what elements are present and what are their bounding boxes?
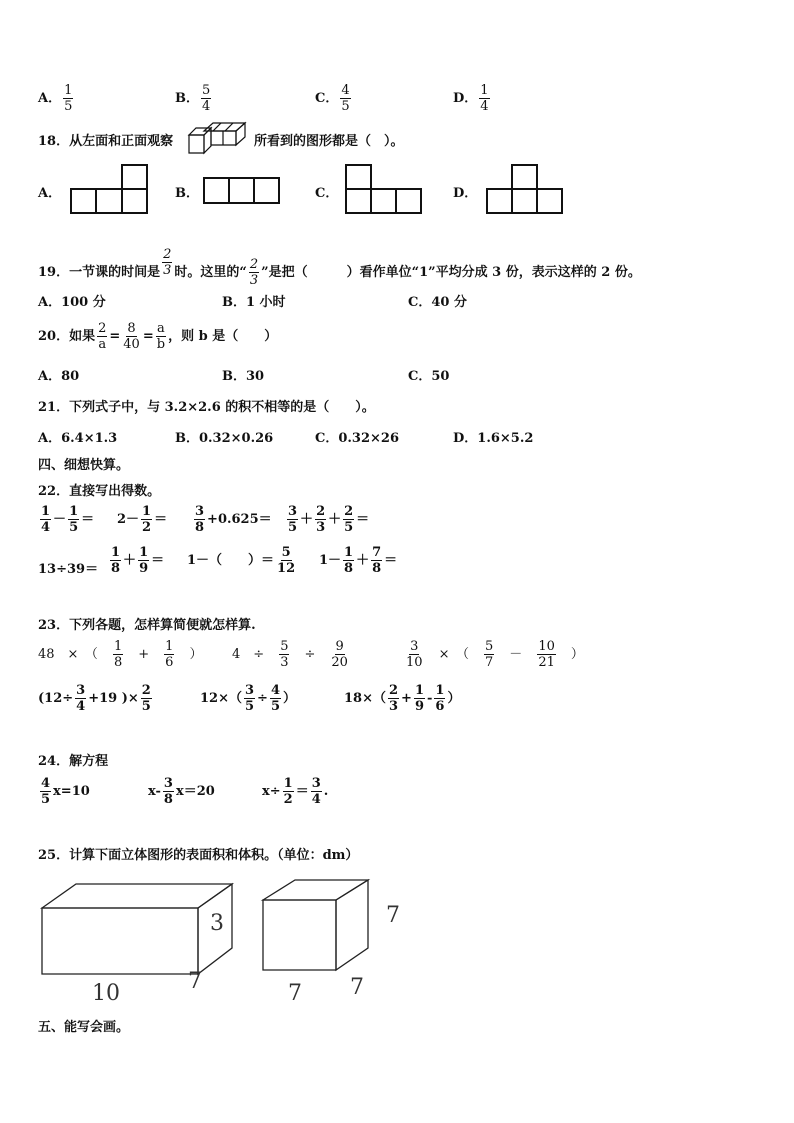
q21-option-d: D．1.6×5.2 (453, 431, 534, 446)
q22-expr-7: 1－（ ）＝ $\frac{5}{12}$ (187, 545, 296, 576)
q24-equation-2: x- $\frac{3}{8}$ x＝20 (148, 776, 215, 807)
q23-expr-2: 4 ÷ $\frac{5}{3}$ ÷ $\frac{9}{20}$ (232, 639, 348, 670)
q23-expr-1: 48 × （ $\frac{1}{8}$ + $\frac{1}{6}$ ） (38, 639, 203, 670)
q24-equation-3: x÷ $\frac{1}{2}$ ＝ $\frac{3}{4}$ . (262, 776, 329, 807)
q23-expr-6: 18×（ $\frac{2}{3}$ + $\frac{1}{9}$ - $\frac{1}{6}$ ） (344, 683, 461, 714)
cube-front-face (263, 900, 336, 970)
cube-height-label: 7 (386, 903, 400, 928)
q21-option-a: A．6.4×1.3 (38, 431, 118, 446)
q23-expr-3: $\frac{3}{10}$ × （ $\frac{5}{7}$ － $\frac{10}{21}$ ） (406, 639, 584, 670)
q20-stem: 20．如果 $\frac{2}{a}$ = $\frac{8}{40}$ = $\frac{a}{b}$ ，则 b 是（ ） (38, 321, 278, 352)
cuboid-height-label: 3 (210, 911, 224, 936)
q23-expr-5: 12×（ $\frac{3}{5}$ ÷ $\frac{4}{5}$ ） (200, 683, 296, 714)
q18-stem-after: 所看到的图形都是（ ）。 (254, 134, 404, 149)
section-4-heading: 四、细想快算。 (38, 458, 130, 473)
q17-option-c: C． $\frac{4}{5}$ (315, 83, 350, 114)
q20-option-c: C．50 (408, 369, 450, 384)
q21-option-b: B．0.32×0.26 (175, 431, 274, 446)
q18-stem-before: 18．从左面和正面观察 (38, 134, 174, 149)
q19-stem: 19．一节课的时间是 $\frac{2}{3}$ 时。这里的“ $\frac{2}{3}$ ”是把（ ）看作单位“1”平均分成 3 份，表示这样的 2 份。 (38, 247, 641, 288)
q18-option-d-figure (486, 164, 564, 216)
cube-side-face (336, 880, 368, 970)
q18-option-c-label: C． (315, 186, 339, 201)
q17-option-b: B． $\frac{5}{4}$ (175, 83, 211, 114)
q20-option-a: A．80 (38, 369, 80, 384)
q18-cube-figure (187, 121, 249, 155)
q19-option-b: B．1 小时 (222, 295, 286, 310)
q18-option-b-figure (203, 176, 281, 206)
q22-expr-1: $\frac{1}{4}$ － $\frac{1}{5}$ ＝ (41, 504, 95, 535)
q23-expr-4: (12÷ $\frac{3}{4}$ +19 )× $\frac{2}{5}$ (38, 683, 151, 714)
q21-option-c: C．0.32×26 (315, 431, 399, 446)
q20-option-b: B．30 (222, 369, 265, 384)
q19-option-a: A．100 分 (38, 295, 106, 310)
q18-option-c-figure (345, 164, 423, 216)
q18-option-a-figure (70, 164, 150, 216)
cube-width-label: 7 (350, 975, 364, 1000)
q21-stem: 21．下列式子中，与 3.2×2.6 的积不相等的是（ ）。 (38, 400, 375, 415)
cuboid-front-face (42, 908, 198, 974)
q25-stem: 25．计算下面立体图形的表面积和体积。（单位：dm） (38, 848, 359, 863)
q24-stem: 24．解方程 (38, 754, 109, 769)
q22-expr-5: 13÷39＝ (38, 562, 99, 577)
q25-solids-figure (36, 876, 416, 1006)
cuboid-width-label: 7 (188, 969, 202, 994)
cuboid-length-label: 10 (92, 981, 120, 1006)
q22-expr-4: $\frac{3}{5}$ ＋ $\frac{2}{3}$ ＋ $\frac{2}{5}$ ＝ (288, 504, 370, 535)
q17-option-d: D． $\frac{1}{4}$ (453, 83, 489, 114)
q18-option-d-label: D． (453, 186, 478, 201)
cube-length-label: 7 (288, 981, 302, 1006)
q19-option-c: C．40 分 (408, 295, 467, 310)
q18-option-a-label: A． (38, 186, 62, 201)
q22-expr-6: $\frac{1}{8}$ ＋ $\frac{1}{9}$ ＝ (111, 545, 165, 576)
q22-expr-2: 2－ $\frac{1}{2}$ ＝ (117, 504, 168, 535)
q22-expr-3: $\frac{3}{8}$ +0.625＝ (195, 504, 272, 535)
q17-option-a: A． $\frac{1}{5}$ (38, 83, 73, 114)
q24-equation-1: $\frac{4}{5}$ x=10 (41, 776, 90, 807)
q18-option-b-label: B． (175, 186, 199, 201)
q23-stem: 23．下列各题，怎样算简便就怎样算. (38, 618, 256, 633)
section-5-heading: 五、能写会画。 (38, 1020, 130, 1035)
q22-expr-8: 1－ $\frac{1}{8}$ ＋ $\frac{7}{8}$ ＝ (319, 545, 398, 576)
q22-stem: 22．直接写出得数。 (38, 484, 161, 499)
